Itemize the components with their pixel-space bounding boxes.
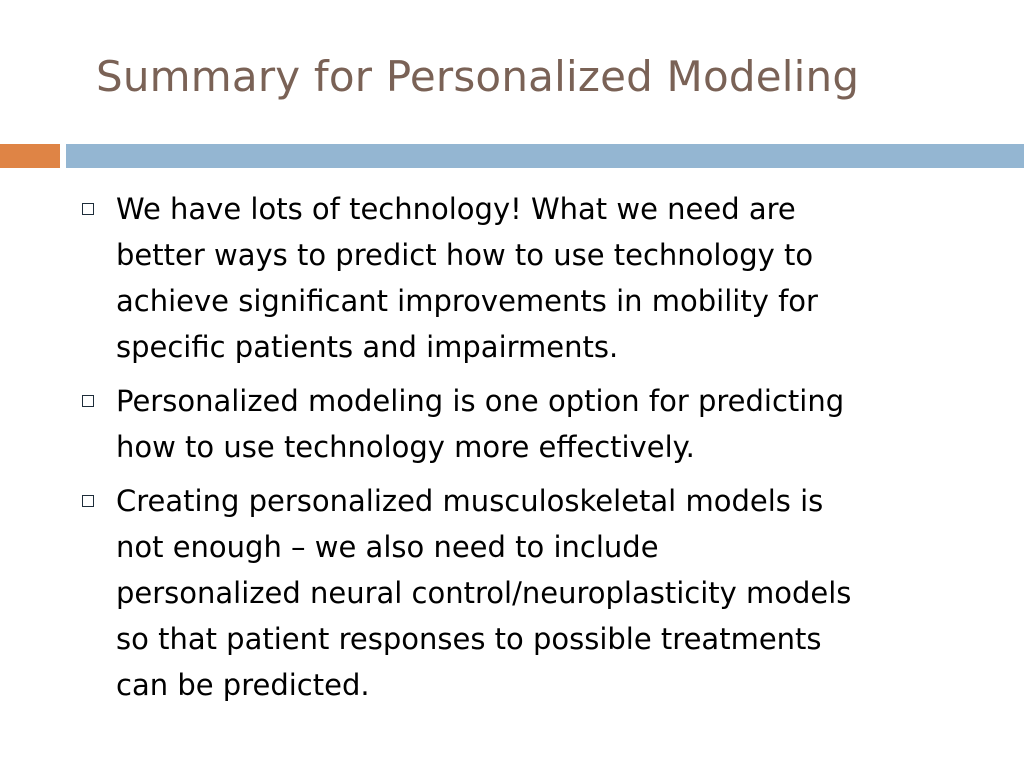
bullet-text-line: how to use technology more effectively.: [116, 430, 695, 464]
accent-bar-orange: [0, 144, 60, 168]
bullet-text-line: specific patients and impairments.: [116, 330, 619, 364]
bullet-text-line: We have lots of technology! What we need are: [116, 192, 796, 226]
bullet-text-line: not enough – we also need to include: [116, 530, 659, 564]
bullet-text-line: can be predicted.: [116, 668, 370, 702]
bullet-text-line: better ways to predict how to use technology to: [116, 238, 814, 272]
square-bullet-icon: [82, 495, 94, 507]
bullet-item: [82, 378, 982, 470]
slide-title: Summary for Personalized Modeling: [96, 52, 860, 101]
accent-bar-blue: [66, 144, 1024, 168]
bullet-list: [82, 186, 982, 716]
bullet-text-line: Creating personalized musculoskeletal models is: [116, 484, 824, 518]
square-bullet-icon: [82, 203, 94, 215]
square-bullet-icon: [82, 395, 94, 407]
bullet-text-line: Personalized modeling is one option for predicting: [116, 384, 845, 418]
bullet-item: [82, 186, 982, 370]
bullet-text-line: achieve significant improvements in mobility for: [116, 284, 818, 318]
bullet-text-line: personalized neural control/neuroplasticity models: [116, 576, 852, 610]
bullet-item: [82, 478, 982, 708]
bullet-text-line: so that patient responses to possible treatments: [116, 622, 822, 656]
